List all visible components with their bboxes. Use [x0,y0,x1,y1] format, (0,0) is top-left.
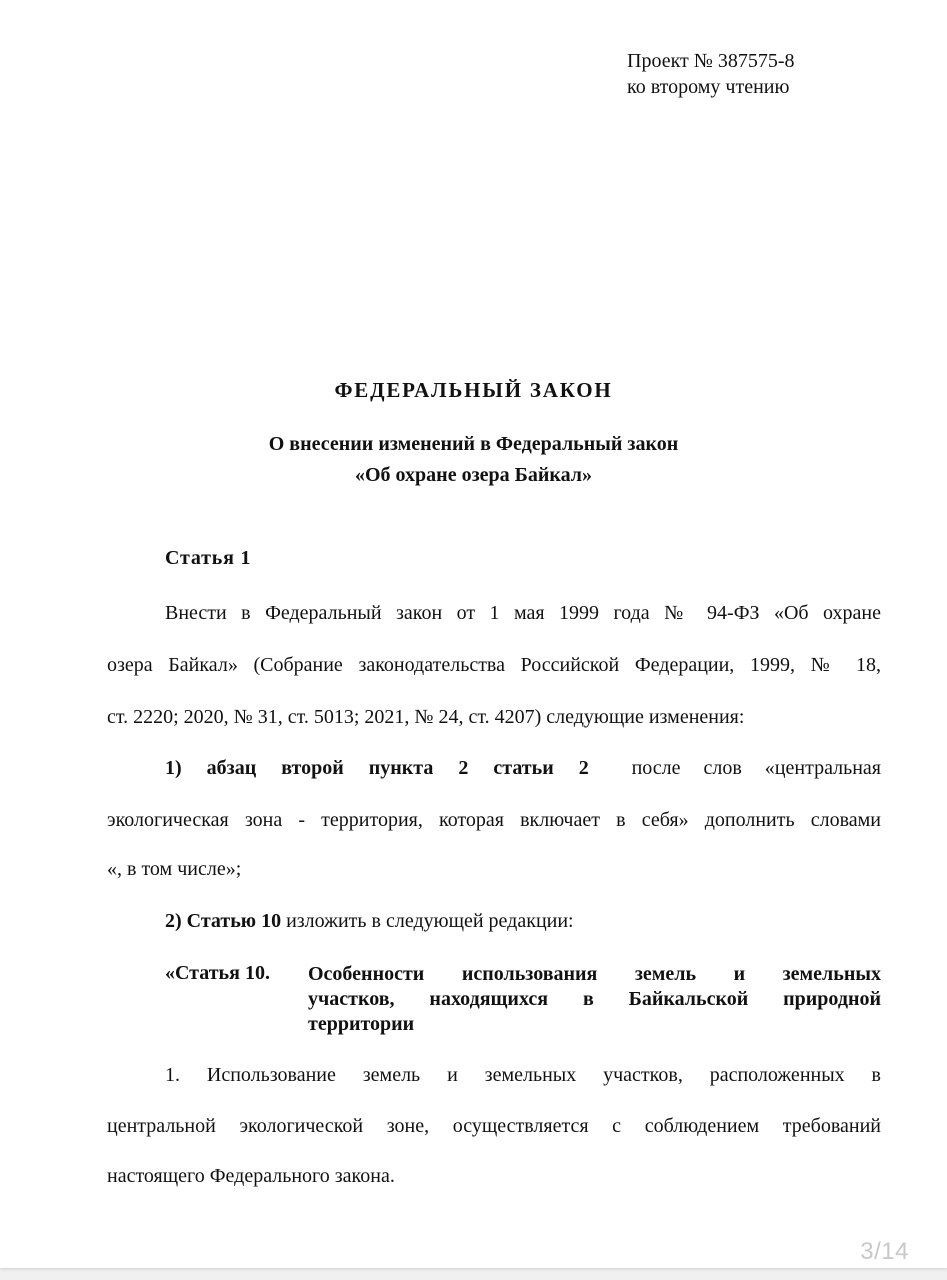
law-subtitle-line-2: «Об охране озера Байкал» [355,464,592,486]
item-1-line-1 [165,757,881,780]
project-number: Проект № 387575-8 [627,50,795,72]
item-1-text: после слов «центральная [631,757,881,779]
article-1-paragraph-line-2: озера Байкал» (Собрание законодательства Российской Федерации, 1999, № 18, [107,654,881,676]
item-1-bold-text: 1) абзац второй пункта 2 статьи 2 [165,757,589,779]
item-1-line-3: «, в том числе»; [107,858,242,880]
article-1-paragraph-line-1: Внести в Федеральный закон от 1 мая 1999 года № 94-ФЗ «Об охране [165,602,881,624]
law-type-heading: ФЕДЕРАЛЬНЫЙ ЗАКОН [334,378,613,402]
law-subtitle-line-1: О внесении изменений в Федеральный закон [268,433,679,455]
article-10-title: Особенности использования земель и земельных участков, находящихся в Байкальской природной территории [308,963,881,1035]
article-1-heading: Статья 1 [165,547,252,569]
article-10-label: «Статья 10. [165,962,270,984]
item-1-line-2: экологическая зона - территория, которая включает в себя» дополнить словами [107,809,881,831]
article-10-paragraph-line-1: 1. Использование земель и земельных участков, расположенных в [165,1064,881,1086]
article-10-paragraph-line-3: настоящего Федерального закона. [107,1165,395,1187]
item-2-line [165,910,574,933]
article-10-paragraph-line-2: центральной экологической зоне, осуществляется с соблюдением требований [107,1115,881,1137]
item-2-text: изложить в следующей редакции: [286,910,574,932]
page-counter: 3/14 [860,1238,909,1265]
reading-stage: ко второму чтению [627,76,790,98]
item-2-bold-text: 2) Статью 10 [165,910,282,932]
article-1-paragraph-line-3: ст. 2220; 2020, № 31, ст. 5013; 2021, № 24, ст. 4207) следующие изменения: [107,706,745,728]
